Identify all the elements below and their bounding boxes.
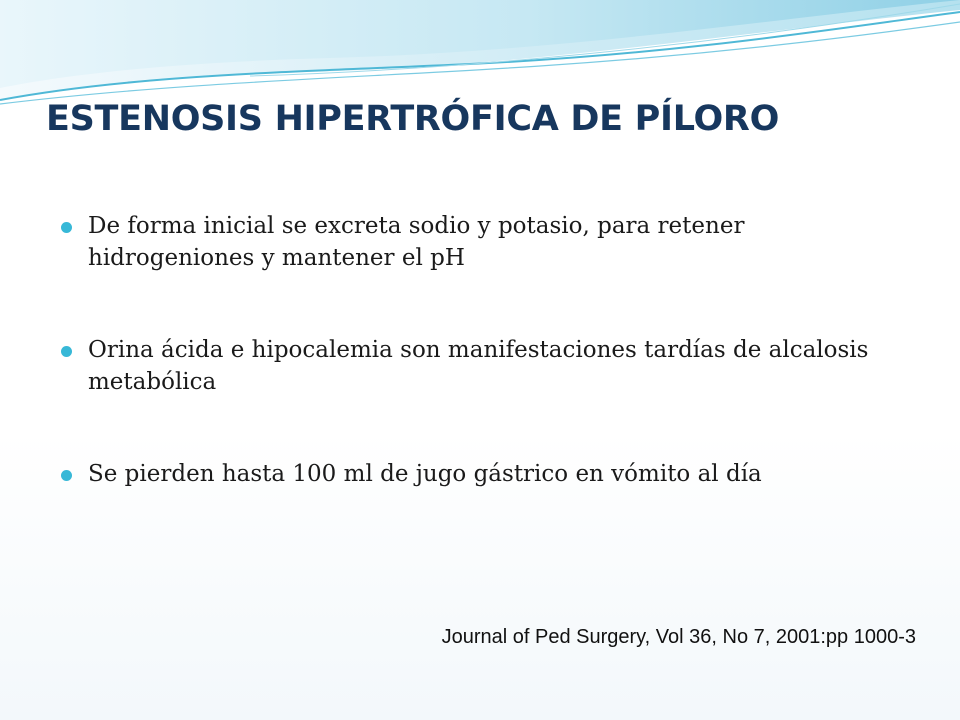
bullet-dot-icon — [61, 470, 72, 481]
bullet-text: Se pierden hasta 100 ml de jugo gástrico en vómito al día — [88, 461, 762, 487]
bullet-item — [58, 210, 898, 274]
slide-title: ESTENOSIS HIPERTRÓFICA DE PÍLORO — [46, 99, 780, 139]
bullet-text: De forma inicial se excreta sodio y potasio, para retener hidrogeniones y mantener el pH — [88, 213, 745, 271]
bullet-item — [58, 334, 898, 398]
citation-reference: Journal of Ped Surgery, Vol 36, No 7, 2001:pp 1000-3 — [441, 626, 916, 648]
bullet-text: Orina ácida e hipocalemia son manifestaciones tardías de alcalosis metabólica — [88, 337, 869, 395]
bullet-item — [58, 458, 898, 490]
bullet-dot-icon — [61, 222, 72, 233]
bullet-list — [58, 210, 898, 490]
bullet-dot-icon — [61, 346, 72, 357]
